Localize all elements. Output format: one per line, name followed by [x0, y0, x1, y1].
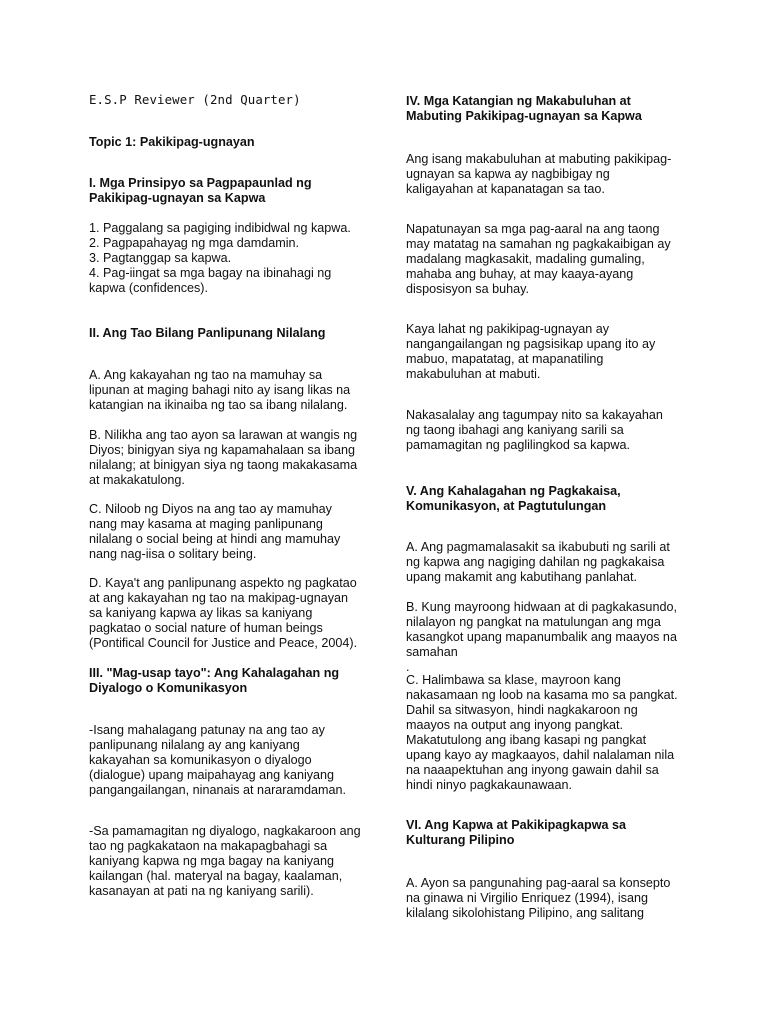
section-4-paragraph-1: Ang isang makabuluhan at mabuting pakikipag- ugnayan sa kapwa ay nagbibigay ng kaligayahan at kapanatagan sa tao. — [406, 152, 672, 196]
section-2-paragraph-b: B. Nilikha ang tao ayon sa larawan at wangis ng Diyos; binigyan siya ng kapamahalaan sa ibang nilalang; at binigyan siya ng taong makakasama at makakatulong. — [89, 428, 358, 487]
document-title: E.S.P Reviewer (2nd Quarter) — [89, 92, 301, 107]
section-4-paragraph-4: Nakasalalay ang tagumpay nito sa kakayahan ng taong ibahagi ang kaniyang sarili sa pamamagitan ng paglilingkod sa kapwa. — [406, 408, 663, 452]
section-3-paragraph-1: -Isang mahalagang patunay na ang tao ay panlipunang nilalang ay ang kaniyang kakayahan sa komunikasyon o diyalogo (dialogue) upang maipahayag ang kaniyang pangangailangan, ninanais at nararamdaman. — [89, 723, 346, 797]
section-5-paragraph-b: B. Kung mayroong hidwaan at di pagkakasundo, nilalayon ng pangkat na matulungan ang mga kasangkot upang mapanumbalik ang maayos na samahan . — [406, 600, 677, 674]
section-4-heading: IV. Mga Katangian ng Makabuluhan at Mabuting Pakikipag-ugnayan sa Kapwa — [406, 94, 642, 123]
section-6-heading: VI. Ang Kapwa at Pakikipagkapwa sa Kulturang Pilipino — [406, 818, 627, 847]
section-1-list: 1. Paggalang sa pagiging indibidwal ng kapwa. 2. Pagpapahayag ng mga damdamin. 3. Pagtanggap sa kapwa. 4. Pag-iingat sa mga bagay na ibinahagi ng kapwa (confidences). — [89, 221, 351, 295]
section-5-paragraph-a: A. Ang pagmamalasakit sa ikabubuti ng sarili at ng kapwa ang nagiging dahilan ng pagkakaisa upang makamit ang kabutihang panlahat. — [406, 540, 670, 584]
section-4-paragraph-2: Napatunayan sa mga pag-aaral na ang taong may matatag na samahan ng pagkakaibigan ay madalang magkasakit, madaling gumaling, mahaba ang buhay, at may kaaya-ayang disposisyon sa buhay. — [406, 222, 671, 296]
section-3-paragraph-2: -Sa pamamagitan ng diyalogo, nagkakaroon ang tao ng pagkakataon na makapagbahagi sa kaniyang kapwa ng mga bagay na kaniyang kailangan (hal. materyal na bagay, kaalaman, kasanayan at pati na ng kaniyang sarili). — [89, 824, 361, 898]
section-1-heading: I. Mga Prinsipyo sa Pagpapaunlad ng Pakikipag-ugnayan sa Kapwa — [89, 176, 312, 205]
section-4-paragraph-3: Kaya lahat ng pakikipag-ugnayan ay nangangailangan ng pagsisikap upang ito ay mabuo, mapatatag, at mapanatiling makabuluhan at mabuti. — [406, 322, 656, 381]
topic-heading: Topic 1: Pakikipag-ugnayan — [89, 135, 255, 149]
section-3-heading: III. "Mag-usap tayo": Ang Kahalagahan ng Diyalogo o Komunikasyon — [89, 666, 340, 695]
section-2-paragraph-c: C. Niloob ng Diyos na ang tao ay mamuhay nang may kasama at maging panlipunang nilalang o social being at hindi ang mamuhay nang nag-iisa o solitary being. — [89, 502, 341, 561]
section-5-paragraph-c: C. Halimbawa sa klase, mayroon kang nakasamaan ng loob na kasama mo sa pangkat. Dahil sa sitwasyon, hindi nagkakaroon ng maayos na output ang inyong pangkat. Makatutulong ang ibang kasapi ng pangkat upang kayo ay magkaayos, dahil nalalaman nila na naaapektuhan ang inyong gawain dahil sa hindi ninyo pagkakaunawaan. — [406, 673, 678, 792]
section-2-heading: II. Ang Tao Bilang Panlipunang Nilalang — [89, 326, 326, 340]
section-2-paragraph-d: D. Kaya't ang panlipunang aspekto ng pagkatao at ang kakayahan ng tao na makipag-ugnayan sa kaniyang kapwa ay likas sa kaniyang pagkatao o social nature of human beings (Pontifical Council for Justice and Peace, 2004). — [89, 576, 358, 650]
section-2-paragraph-a: A. Ang kakayahan ng tao na mamuhay sa lipunan at maging bahagi nito ay isang likas na katangian na ikinaiba ng tao sa ibang nilalang. — [89, 368, 351, 412]
section-5-heading: V. Ang Kahalagahan ng Pagkakaisa, Komunikasyon, at Pagtutulungan — [406, 484, 621, 513]
section-6-paragraph-a: A. Ayon sa pangunahing pag-aaral sa konsepto na ginawa ni Virgilio Enriquez (1994), isang kilalang sikolohistang Pilipino, ang salitang — [406, 876, 671, 920]
